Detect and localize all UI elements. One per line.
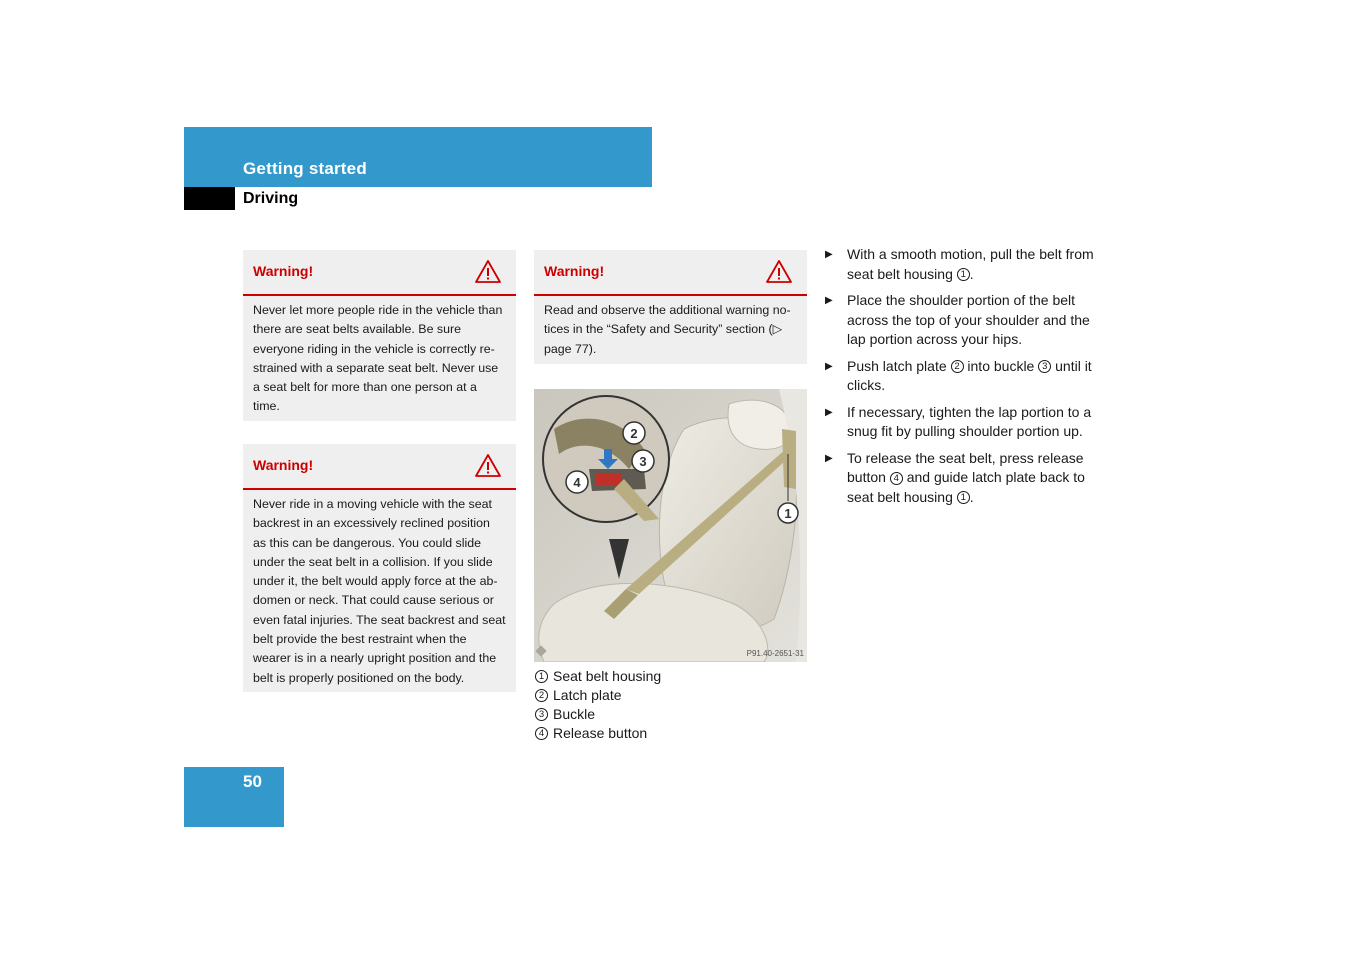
figure-legend [535,667,661,743]
legend-item [535,686,661,705]
legend-label: Buckle [553,706,596,722]
callout-2-label: 2 [630,426,638,441]
step-item [824,403,1100,442]
section-title: Driving [243,190,299,207]
warning-text: Never let more people ride in the vehicle than there are seat belts available. Be sure everyone riding in the vehicle is correctly re-strained with a separate seat belt. Never use a seat belt for more than one person at a time. [253,303,503,414]
callout-number: 2 [951,360,964,373]
step-text: To release the seat belt, press release button [847,449,1084,485]
step-bullet-icon: ▶ [825,295,833,306]
page-number-box [184,767,284,827]
seat-belt-drawing [534,389,807,662]
warning-header [243,250,516,296]
step-bullet-icon: ▶ [825,249,833,260]
step-text: . [969,488,974,505]
warning-header [534,250,807,296]
callout-number: 1 [957,268,970,281]
warning-label: Warning! [253,457,314,473]
warning-box-people [243,250,516,421]
step-text: . [969,265,974,282]
warning-triangle-icon [765,259,793,284]
legend-label: Seat belt housing [553,668,662,684]
warning-box-safety-reference [534,250,807,364]
step-item [824,291,1100,350]
callout-number: 3 [1038,360,1051,373]
seat-belt-illustration [534,389,807,662]
figure-code: P91.40-2651-31 [746,649,804,658]
legend-number: 2 [535,689,548,702]
step-text: Place the shoulder portion of the belt across the top of your shoulder and the lap portion across your hips. [847,292,1090,347]
step-text: and guide latch plate back to seat belt housing [847,469,1085,505]
warning-header [243,444,516,490]
step-bullet-icon: ▶ [825,452,833,464]
legend-item [535,705,661,724]
callout-4-label: 4 [573,475,581,490]
legend-number: 4 [535,727,548,740]
step-text: until it clicks. [847,357,1092,393]
step-item [824,245,1100,284]
step-item [824,357,1100,396]
warning-text: Never ride in a moving vehicle with the seat backrest in an excessively reclined position as this can be dangerous. You could slide under the seat belt in a collision. If you slide under it, the belt would apply force at the ab-domen or neck. That could cause serious or even fatal injuries. The seat backrest and seat belt provide the best restraint when the wearer is in a nearly upright position and the belt is properly positioned on the body. [253,497,506,685]
warning-triangle-icon [474,453,502,478]
step-bullet-icon: ▶ [825,360,833,372]
step-text: into buckle [963,357,1039,374]
instruction-steps [824,245,1100,514]
legend-item [535,724,661,743]
section-marker [184,187,235,210]
warning-label: Warning! [544,263,605,279]
step-text: With a smooth motion, pull the belt from seat belt housing [847,246,1094,282]
warning-triangle-icon [474,259,502,284]
legend-label: Release button [553,725,648,741]
callout-1-label: 1 [784,506,792,521]
legend-label: Latch plate [553,687,622,703]
page-number: 50 [243,772,262,791]
step-text: If necessary, tighten the lap portion to a snug fit by pulling shoulder portion up. [847,403,1092,439]
warning-label: Warning! [253,263,314,279]
step-text: Push latch plate [847,357,951,374]
step-bullet-icon: ▶ [825,406,833,418]
legend-number: 1 [535,670,548,683]
callout-number: 1 [957,491,970,504]
step-item [824,449,1100,508]
legend-item [535,667,661,686]
warning-box-reclined [243,444,516,692]
callout-3-label: 3 [639,454,647,469]
callout-number: 4 [890,472,903,485]
legend-number: 3 [535,708,548,721]
chapter-title: Getting started [243,159,367,178]
warning-text: Read and observe the additional warning no-tices in the “Safety and Security” section (▷ page 77). [544,303,791,356]
